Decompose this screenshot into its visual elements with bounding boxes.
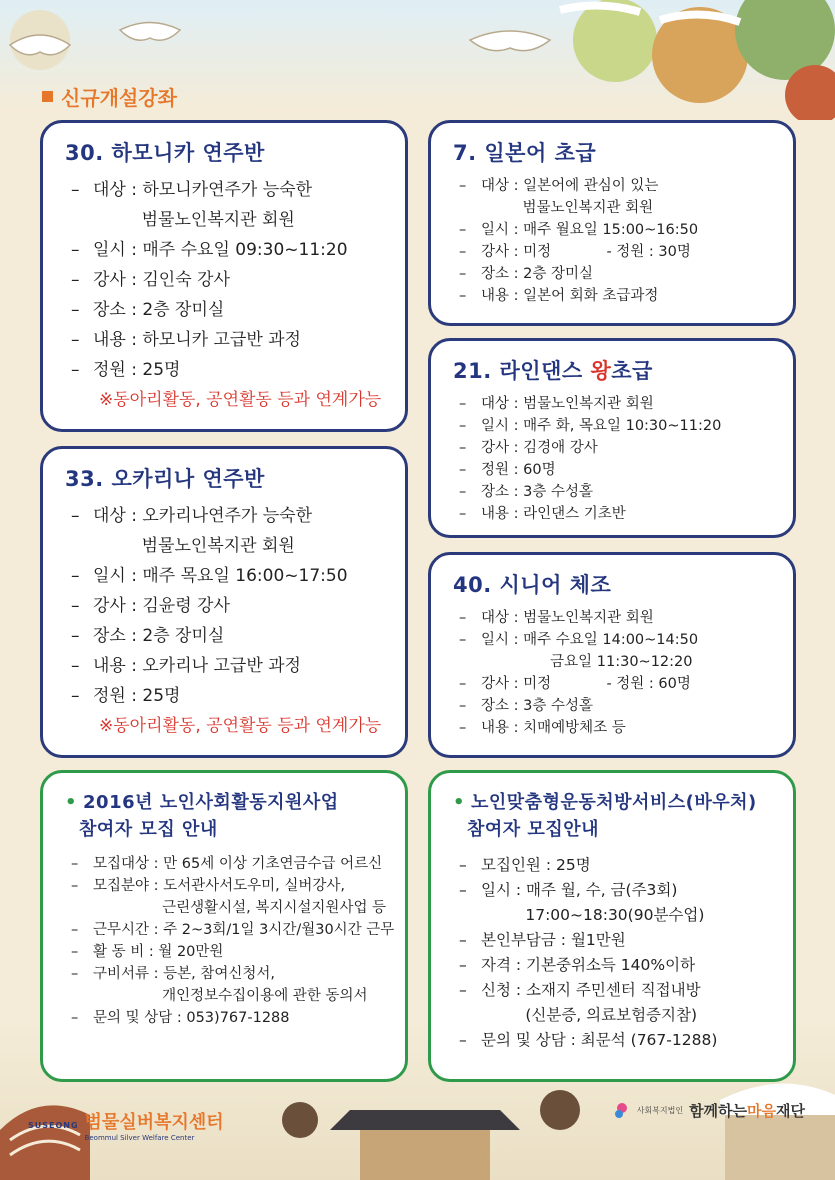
section-title-text: 신규개설강좌	[61, 86, 177, 110]
list-item: 범물노인복지관 회원	[93, 536, 295, 556]
list-item: – 장소 : 3층 수성홀	[459, 698, 593, 714]
foundation-icon	[613, 1102, 631, 1120]
list-item: – 대상 : 일본어에 관심이 있는	[459, 178, 659, 194]
section-title	[42, 82, 177, 111]
ocarina-note: ※동아리활동, 공연활동 등과 연계가능	[99, 716, 382, 736]
social-activity-card	[40, 770, 408, 1082]
list-item: – 대상 : 하모니카연주가 능숙한	[71, 180, 313, 200]
list-item: – 강사 : 김인숙 강사	[71, 270, 230, 290]
list-item: – 일시 : 매주 화, 목요일 10:30~11:20	[459, 418, 722, 434]
japanese-course-card	[428, 120, 796, 326]
list-item: – 일시 : 매주 월요일 15:00~16:50	[459, 222, 699, 238]
list-item: – 장소 : 2층 장미실	[459, 266, 593, 282]
square-bullet-icon	[42, 91, 53, 102]
foundation-logo	[613, 1100, 805, 1121]
list-item: – 근무시간 : 주 2~3회/1일 3시간/월30시간 근무	[71, 922, 395, 938]
list-item: – 대상 : 범물노인복지관 회원	[459, 610, 654, 626]
social-title: • 2016년 노인사회활동지원사업 참여자 모집 안내	[65, 792, 339, 840]
list-item: – 장소 : 2층 장미실	[71, 300, 225, 320]
harmonica-course-card	[40, 120, 408, 432]
list-item: 금요일 11:30~12:20	[481, 654, 693, 670]
list-item: – 내용 : 라인댄스 기초반	[459, 506, 626, 522]
harmonica-note: ※동아리활동, 공연활동 등과 연계가능	[99, 390, 382, 410]
list-item: 개인정보수집이용에 관한 동의서	[93, 988, 368, 1004]
list-item: – 강사 : 김윤령 강사	[71, 596, 230, 616]
ocarina-title: 33. 오카리나 연주반	[65, 467, 265, 491]
list-item: 17:00~18:30(90분수업)	[481, 906, 705, 924]
list-item: 근린생활시설, 복지시설지원사업 등	[93, 900, 387, 916]
list-item: – 일시 : 매주 목요일 16:00~17:50	[71, 566, 348, 586]
list-item: – 모집분야 : 도서관사서도우미, 실버강사,	[71, 878, 346, 894]
list-item: – 본인부담금 : 월1만원	[459, 931, 626, 949]
list-item: – 강사 : 미정 - 정원 : 60명	[459, 676, 691, 692]
list-item: – 내용 : 오카리나 고급반 과정	[71, 656, 301, 676]
senior-title: 40. 시니어 체조	[453, 573, 612, 597]
list-item: – 활 동 비 : 월 20만원	[71, 944, 224, 960]
senior-details	[453, 607, 775, 739]
harmonica-details	[65, 175, 387, 385]
linedance-title: 21. 라인댄스 왕초급	[453, 359, 653, 383]
list-item: – 강사 : 미정 - 정원 : 30명	[459, 244, 691, 260]
foundation-small-text: 사회복지법인	[636, 1106, 684, 1115]
list-item: – 문의 및 상담 : 최문석 (767-1288)	[459, 1031, 718, 1049]
list-item: – 정원 : 25명	[71, 360, 181, 380]
list-item: – 신청 : 소재지 주민센터 직접내방	[459, 981, 701, 999]
list-item: – 문의 및 상담 : 053)767-1288	[71, 1010, 290, 1026]
foundation-name: 함께하는마음재단	[689, 1102, 805, 1120]
senior-exercise-card	[428, 552, 796, 758]
center-logo	[28, 1108, 224, 1142]
list-item: – 강사 : 김경애 강사	[459, 440, 598, 456]
list-item: – 내용 : 치매예방체조 등	[459, 720, 626, 736]
list-item: – 정원 : 60명	[459, 462, 556, 478]
list-item: – 대상 : 범물노인복지관 회원	[459, 396, 654, 412]
list-item: 범물노인복지관 회원	[481, 200, 654, 216]
list-item: – 대상 : 오카리나연주가 능숙한	[71, 506, 313, 526]
japanese-title: 7. 일본어 초급	[453, 141, 597, 165]
list-item: – 자격 : 기본중위소득 140%이하	[459, 956, 696, 974]
list-item: – 일시 : 매주 수요일 09:30~11:20	[71, 240, 348, 260]
linedance-course-card	[428, 338, 796, 538]
list-item: – 내용 : 하모니카 고급반 과정	[71, 330, 301, 350]
voucher-details	[453, 853, 775, 1053]
list-item: – 내용 : 일본어 회화 초급과정	[459, 288, 659, 304]
harmonica-title: 30. 하모니카 연주반	[65, 141, 265, 165]
list-item: – 일시 : 매주 수요일 14:00~14:50	[459, 632, 699, 648]
logo-small-text: SUSEONG	[28, 1120, 79, 1130]
list-item: – 장소 : 3층 수성홀	[459, 484, 593, 500]
voucher-service-card	[428, 770, 796, 1082]
logo-name: 범물실버복지센터	[84, 1112, 224, 1133]
list-item: – 모집인원 : 25명	[459, 856, 591, 874]
list-item: – 모집대상 : 만 65세 이상 기초연금수급 어르신	[71, 856, 383, 872]
linedance-details	[453, 393, 775, 525]
list-item: – 장소 : 2층 장미실	[71, 626, 225, 646]
list-item: – 일시 : 매주 월, 수, 금(주3회)	[459, 881, 678, 899]
ocarina-details	[65, 501, 387, 711]
list-item: – 구비서류 : 등본, 참여신청서,	[71, 966, 276, 982]
voucher-title: • 노인맞춤형운동처방서비스(바우처) 참여자 모집안내	[453, 792, 757, 840]
japanese-details	[453, 175, 775, 307]
social-details	[65, 853, 395, 1029]
list-item: 범물노인복지관 회원	[93, 210, 295, 230]
list-item: (신분증, 의료보험증지참)	[481, 1006, 698, 1024]
ocarina-course-card	[40, 446, 408, 758]
list-item: – 정원 : 25명	[71, 686, 181, 706]
logo-english: Beommul Silver Welfare Center	[84, 1134, 195, 1142]
